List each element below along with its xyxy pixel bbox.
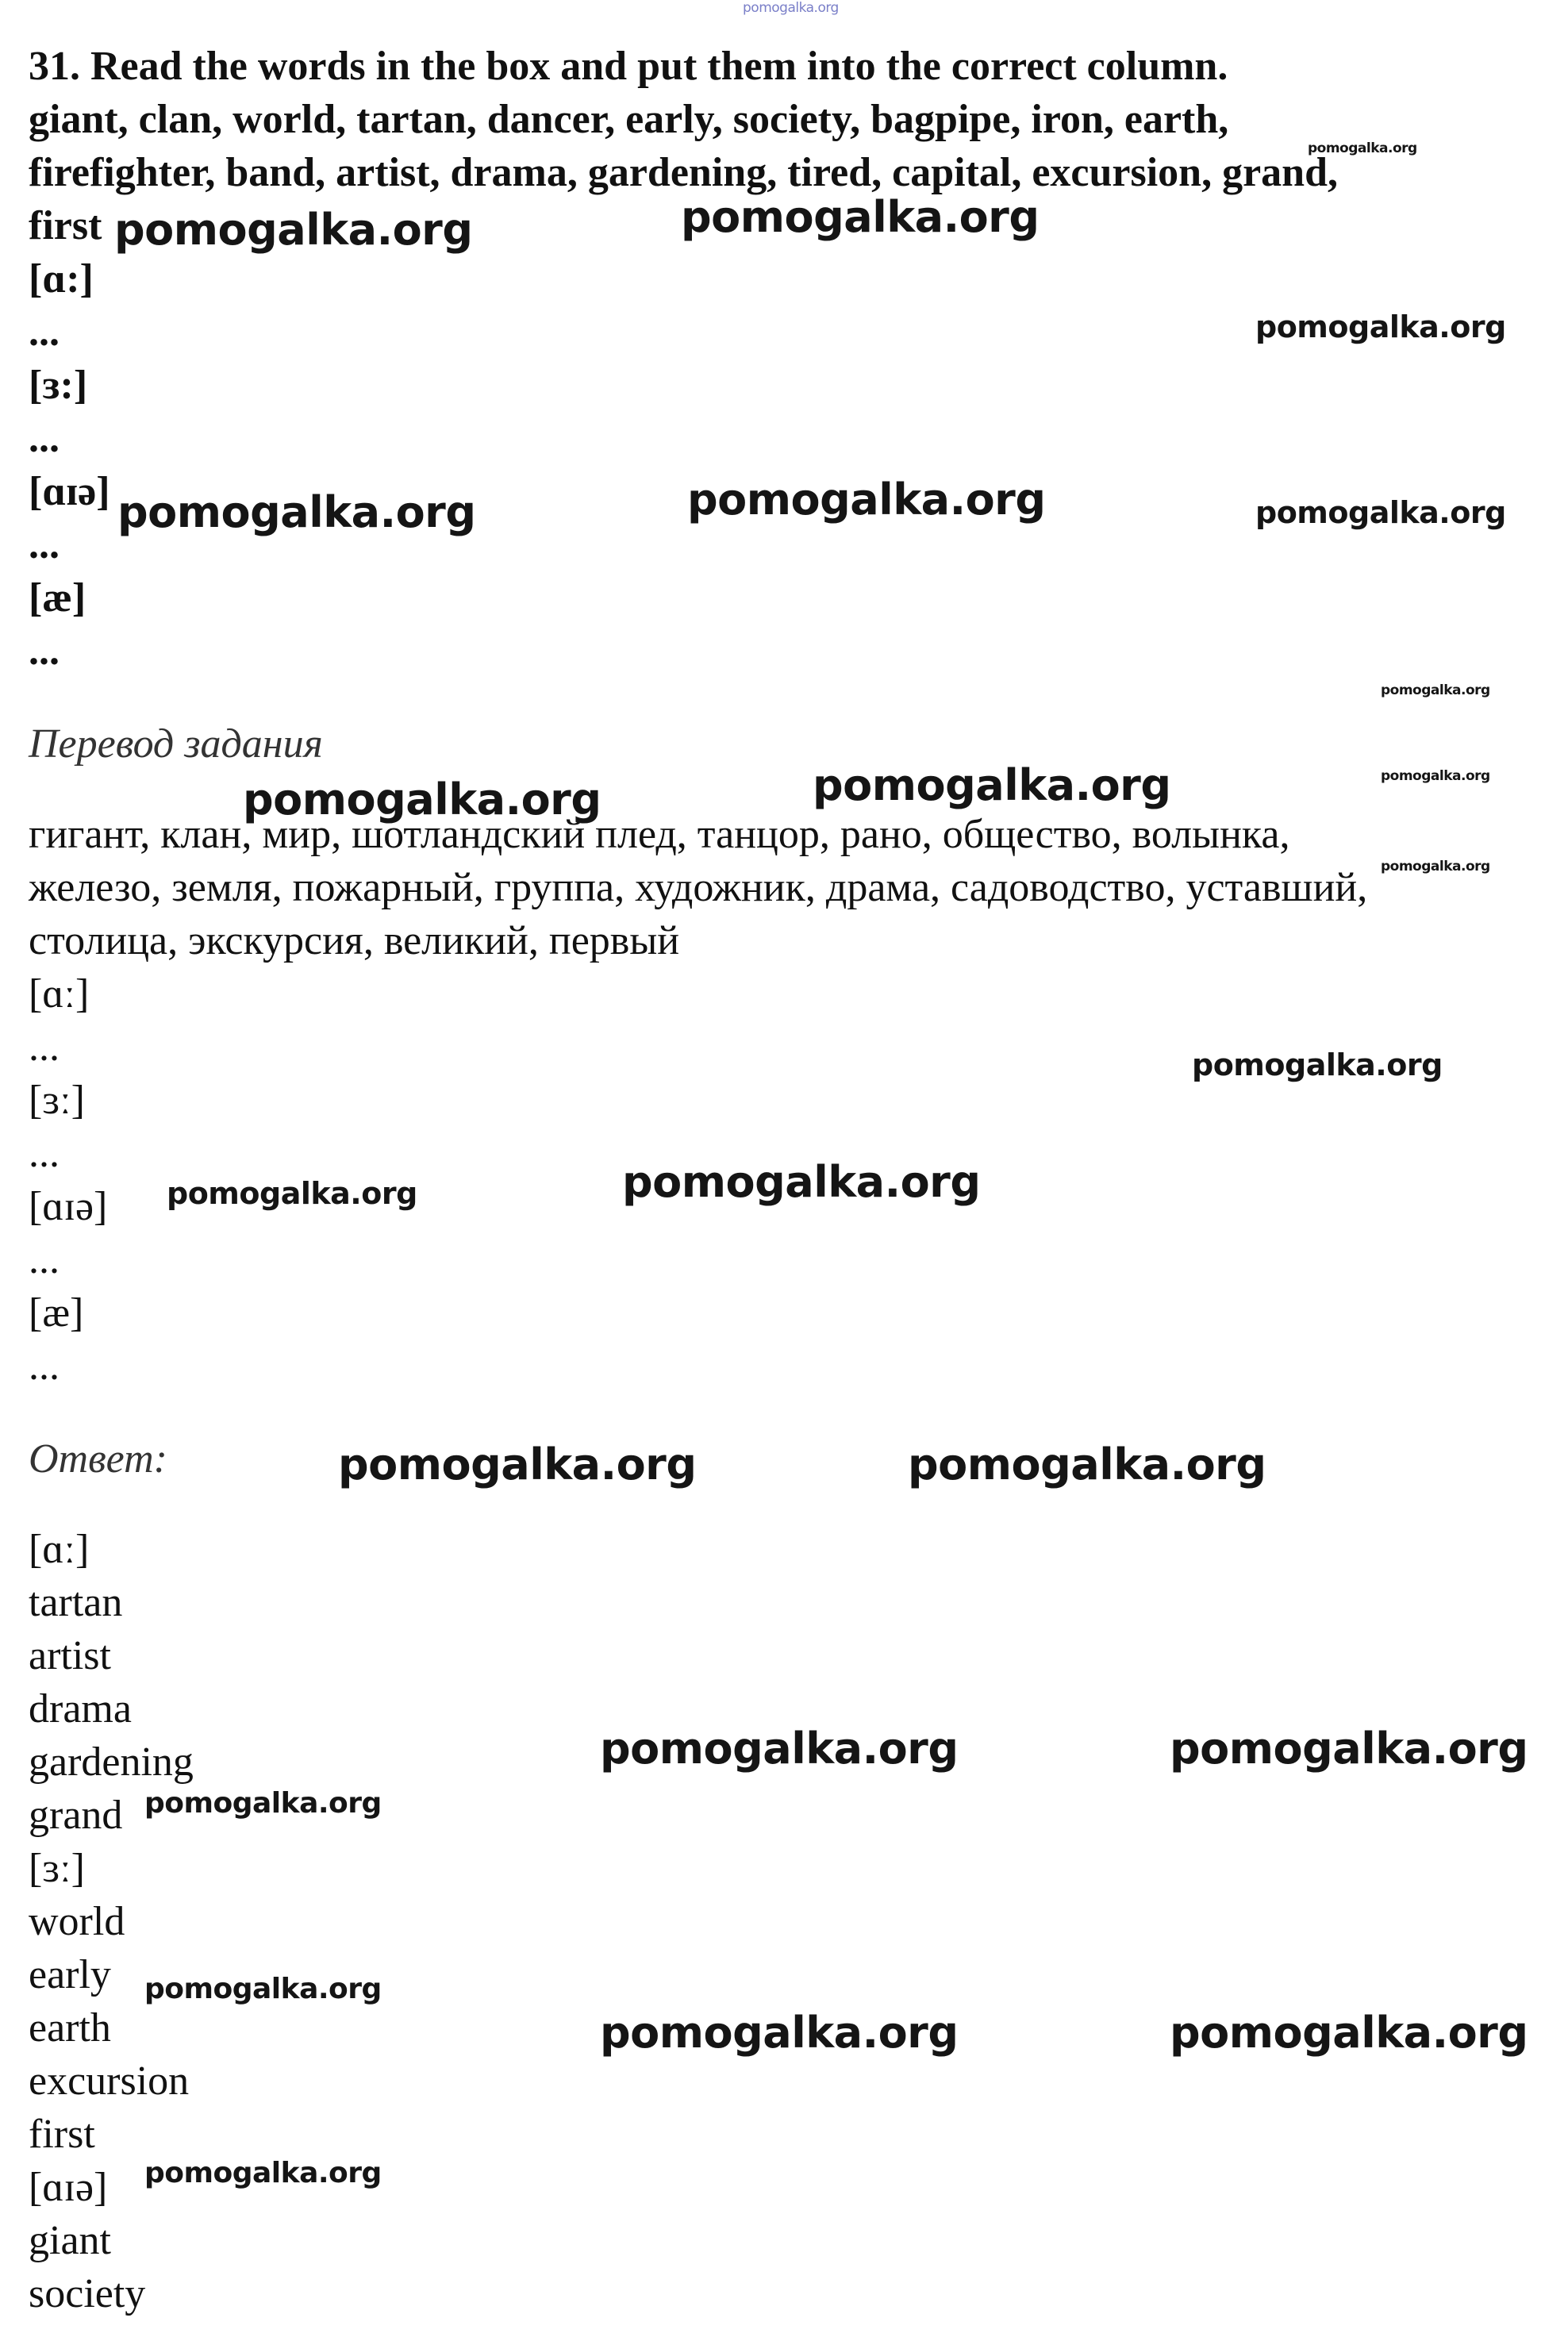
watermark: pomogalka.org [1308, 140, 1417, 156]
translation-column-placeholder: ... [29, 1131, 60, 1176]
translation-column-placeholder: ... [29, 1237, 60, 1282]
watermark: pomogalka.org [338, 1439, 697, 1489]
watermark: pomogalka.org [1381, 682, 1490, 698]
answer-word: giant [29, 2218, 111, 2263]
answer-word: grand [29, 1793, 123, 1838]
watermark: pomogalka.org [144, 1973, 382, 2005]
watermark: pomogalka.org [600, 1724, 959, 1774]
watermark: pomogalka.org [1170, 1724, 1528, 1774]
translation-column-placeholder: ... [29, 1024, 60, 1070]
task-column-sound: [ɑ:] [29, 256, 94, 302]
answer-word: society [29, 2271, 146, 2316]
answer-word: world [29, 1899, 125, 1944]
task-column-placeholder: ... [29, 416, 60, 461]
task-column-placeholder: ... [29, 309, 60, 355]
task-words-line: giant, clan, world, tartan, dancer, early, society, bagpipe, iron, earth, [29, 97, 1229, 142]
watermark: pomogalka.org [908, 1439, 1266, 1489]
translation-line: столица, экскурсия, великий, первый [29, 918, 680, 963]
task-column-sound: [ɜ:] [29, 363, 88, 408]
translation-line: гигант, клан, мир, шотландский плед, танцор, рано, общество, волынка, [29, 812, 1290, 857]
translation-column-sound: [æ] [29, 1290, 84, 1336]
translation-column-placeholder: ... [29, 1343, 60, 1389]
watermark: pomogalka.org [117, 487, 476, 537]
answer-word: gardening [29, 1739, 194, 1785]
translation-column-sound: [ɜː] [29, 1078, 85, 1123]
answer-word: drama [29, 1686, 132, 1732]
translation-line: железо, земля, пожарный, группа, художник, драма, садоводство, уставший, [29, 865, 1368, 910]
answer-word: excursion [29, 2058, 190, 2104]
watermark: pomogalka.org [1255, 309, 1506, 344]
watermark: pomogalka.org [114, 205, 473, 255]
task-words-line: first [29, 203, 102, 248]
watermark: pomogalka.org [243, 775, 601, 824]
watermark: pomogalka.org [1381, 768, 1490, 784]
watermark: pomogalka.org [743, 0, 839, 16]
watermark: pomogalka.org [167, 1176, 417, 1211]
watermark: pomogalka.org [1192, 1047, 1443, 1082]
watermark: pomogalka.org [1170, 2008, 1528, 2058]
answer-word: earth [29, 2005, 111, 2051]
watermark: pomogalka.org [1381, 859, 1490, 874]
answer-group-sound: [ɑː] [29, 1527, 90, 1572]
task-words-line: firefighter, band, artist, drama, gardening, tired, capital, excursion, grand, [29, 150, 1339, 195]
watermark: pomogalka.org [600, 2008, 959, 2058]
answer-word: tartan [29, 1580, 123, 1625]
translation-heading: Перевод задания [29, 721, 323, 767]
watermark: pomogalka.org [813, 760, 1171, 810]
task-column-placeholder: ... [29, 628, 60, 674]
watermark: pomogalka.org [681, 192, 1040, 242]
watermark: pomogalka.org [1255, 495, 1506, 530]
translation-column-sound: [ɑː] [29, 971, 90, 1017]
task-column-sound: [ɑɪə] [29, 469, 110, 514]
answer-word: first [29, 2112, 95, 2157]
answer-group-sound: [ɑɪə] [29, 2165, 108, 2210]
watermark: pomogalka.org [622, 1157, 981, 1207]
watermark: pomogalka.org [687, 475, 1046, 525]
answer-word: early [29, 1952, 111, 1997]
answer-group-sound: [ɜː] [29, 1846, 85, 1891]
watermark: pomogalka.org [144, 1787, 382, 1820]
watermark: pomogalka.org [144, 2157, 382, 2189]
task-column-sound: [æ] [29, 575, 86, 621]
answer-heading: Ответ: [29, 1436, 167, 1482]
task-title: 31. Read the words in the box and put them into the correct column. [29, 44, 1228, 89]
task-column-placeholder: ... [29, 522, 60, 567]
answer-word: artist [29, 1633, 111, 1678]
translation-column-sound: [ɑɪə] [29, 1184, 108, 1229]
